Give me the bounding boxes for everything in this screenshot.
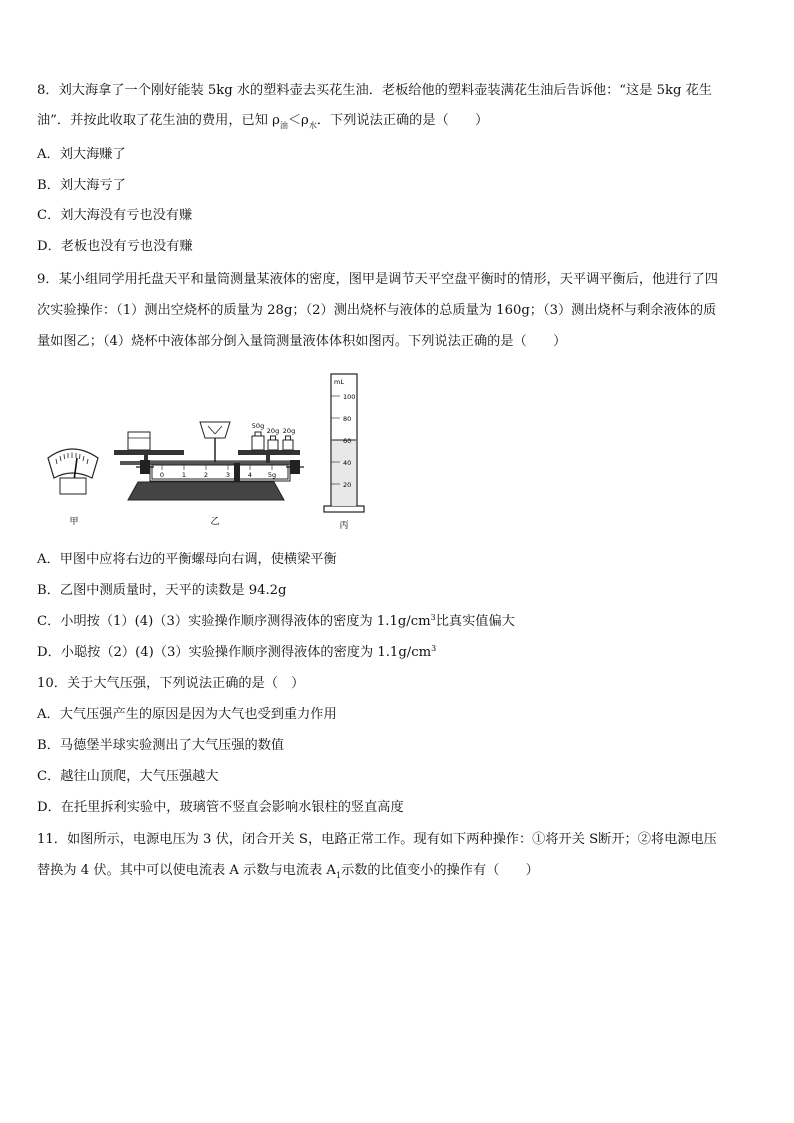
q9-option-d bbox=[37, 644, 436, 663]
cm3-superscript: 3 bbox=[431, 644, 437, 653]
figure-yi-balance bbox=[114, 422, 304, 500]
q9-option-c-text-a: C．小明按（1）(4)（3）实验操作顺序测得液体的密度为 1.1g/cm bbox=[37, 614, 431, 629]
scale-tick-4: 4 bbox=[247, 471, 253, 479]
cylinder-tick-60: 60 bbox=[343, 437, 352, 445]
q9-figure bbox=[40, 366, 370, 536]
q8-option-c: C．刘大海没有亏也没有赚 bbox=[37, 208, 193, 223]
cylinder-tick-40: 40 bbox=[343, 459, 352, 467]
q8-stem-text-c: ．下列说法正确的是（ ） bbox=[316, 113, 489, 128]
scale-tick-0: 0 bbox=[159, 471, 165, 479]
cylinder-tick-100: 100 bbox=[343, 393, 356, 401]
q9-option-c-text-b: 比真实值偏大 bbox=[435, 614, 515, 629]
q9-stem-line3: 量如图乙；（4）烧杯中液体部分倒入量筒测量液体体积如图丙。下列说法正确的是（ ） bbox=[37, 334, 567, 349]
q9-option-c bbox=[37, 613, 515, 632]
rho-water-subscript: 水 bbox=[308, 121, 317, 130]
q10-option-b: B．马德堡半球实验测出了大气压强的数值 bbox=[37, 738, 285, 753]
q10-option-c: C．越往山顶爬，大气压强越大 bbox=[37, 769, 219, 784]
q9-option-d-text-a: D．小聪按（2）(4)（3）实验操作顺序测得液体的密度为 1.1g/cm bbox=[37, 645, 432, 660]
label-jia: 甲 bbox=[69, 517, 79, 527]
scale-tick-3: 3 bbox=[225, 471, 231, 479]
q9-stem-line2: 次实验操作：（1）测出空烧杯的质量为 28g；（2）测出烧杯与液体的总质量为 160g；（3）测出烧杯与剩余液体的质 bbox=[37, 303, 717, 318]
cylinder-tick-80: 80 bbox=[343, 415, 352, 423]
rider bbox=[234, 463, 240, 481]
q10-option-d: D．在托里拆利实验中，玻璃管不竖直会影响水银柱的竖直高度 bbox=[37, 800, 404, 815]
q9-stem-line1: 9．某小组同学用托盘天平和量筒测量某液体的密度，图甲是调节天平空盘平衡时的情形，天平调平衡后，他进行了四 bbox=[37, 272, 718, 287]
scale-tick-1: 1 bbox=[181, 471, 187, 479]
q11-stem-text-b: 示数的比值变小的操作有（ ） bbox=[341, 863, 539, 878]
balance-cylinder-diagram bbox=[40, 366, 370, 536]
weight-label-20g-b: 20g bbox=[282, 427, 296, 435]
scale-tick-2: 2 bbox=[203, 471, 209, 479]
q8-stem-text-b: ＜ρ bbox=[287, 113, 309, 128]
figure-jia-dial bbox=[48, 449, 98, 494]
q9-option-a: A．甲图中应将右边的平衡螺母向右调，使横梁平衡 bbox=[37, 552, 337, 567]
scale-tick-5: 5g bbox=[267, 471, 277, 479]
rho-oil-subscript: 油 bbox=[279, 121, 288, 130]
a1-subscript: 1 bbox=[335, 871, 342, 880]
cm3-superscript: 3 bbox=[430, 613, 436, 622]
q8-option-a: A．刘大海赚了 bbox=[37, 147, 126, 162]
label-bing: 丙 bbox=[339, 521, 349, 531]
q10-stem: 10．关于大气压强，下列说法正确的是（ ） bbox=[37, 676, 305, 691]
q11-stem-line1: 11．如图所示，电源电压为 3 伏，闭合开关 S，电路正常工作。现有如下两种操作：①将开关 S断开；②将电源电压 bbox=[37, 832, 717, 847]
q8-stem-line2 bbox=[37, 112, 488, 131]
cylinder-tick-20: 20 bbox=[343, 481, 352, 489]
q8-option-d: D．老板也没有亏也没有赚 bbox=[37, 239, 193, 254]
cylinder-unit: mL bbox=[334, 378, 344, 386]
label-yi: 乙 bbox=[210, 517, 220, 527]
q8-option-b: B．刘大海亏了 bbox=[37, 178, 126, 193]
figure-bing-cylinder bbox=[324, 374, 364, 512]
q10-option-a: A．大气压强产生的原因是因为大气也受到重力作用 bbox=[37, 707, 337, 722]
q9-option-b: B．乙图中测质量时，天平的读数是 94.2g bbox=[37, 583, 287, 598]
q8-stem-text-a: 油”．并按此收取了花生油的费用，已知 ρ bbox=[37, 113, 280, 128]
weight-label-20g-a: 20g bbox=[266, 427, 280, 435]
weight-label-50g: 50g bbox=[251, 422, 265, 430]
q8-stem-line1: 8．刘大海拿了一个刚好能装 5kg 水的塑料壶去买花生油．老板给他的塑料壶装满花生油后告诉他：“这是 5kg 花生 bbox=[37, 83, 712, 98]
q11-stem-line2 bbox=[37, 862, 539, 881]
q11-stem-text-a: 替换为 4 伏。其中可以使电流表 A 示数与电流表 A bbox=[37, 863, 336, 878]
